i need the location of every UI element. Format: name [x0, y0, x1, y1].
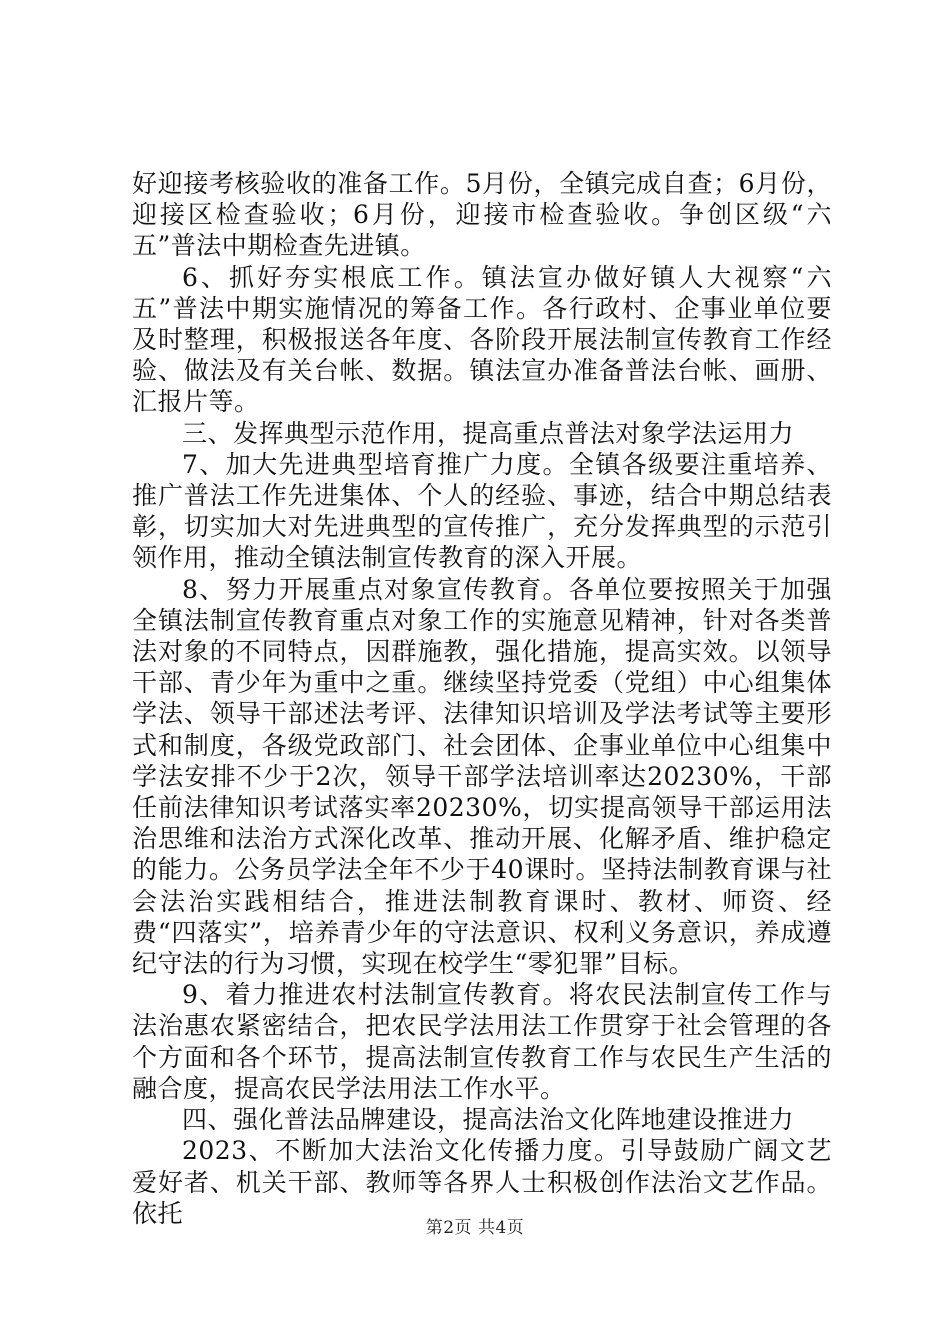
section-heading-3: 三、发挥典型示范作用，提高重点普法对象学法运用力	[182, 418, 795, 448]
paragraph-item-10: 2023、不断加大法治文化传播力度。引导鼓励广阔文艺爱好者、机关干部、教师等各界人士积极创作法治文艺作品。依托	[132, 1136, 832, 1228]
paragraph-item-6: 6、抓好夯实根底工作。镇法宣办做好镇人大视察“六五”普法中期实施情况的筹备工作。各行政村、企事业单位要及时整理，积极报送各年度、各阶段开展法制宣传教育工作经验、做法及有关台帐、数据。镇法宣办准备普法台帐、画册、汇报片等。	[132, 262, 832, 417]
paragraph-item-9: 9、着力推进农村法制宣传教育。将农民法制宣传工作与法治惠农紧密结合，把农民学法用法工作贯穿于社会管理的各个方面和各个环节，提高法制宣传教育工作与农民生产生活的融合度，提高农民学法用法工作水平。	[132, 980, 832, 1103]
section-heading-4: 四、强化普法品牌建设，提高法治文化阵地建设推进力	[182, 1105, 795, 1135]
page-number-footer: 第2页 共4页	[425, 1218, 525, 1238]
paragraph-continued: 好迎接考核验收的准备工作。5月份，全镇完成自查；6月份，迎接区检查验收；6月份，迎接市检查验收。争创区级“六五”普法中期检查先进镇。	[132, 169, 832, 261]
document-body	[132, 168, 832, 1229]
paragraph-item-8: 8、努力开展重点对象宣传教育。各单位要按照关于加强全镇法制宣传教育重点对象工作的实施意见精神，针对各类普法对象的不同特点，因群施教，强化措施，提高实效。以领导干部、青少年为重中之重。继续坚持党委（党组）中心组集体学法、领导干部述法考评、法律知识培训及学法考试等主要形式和制度，各级党政部门、社会团体、企事业单位中心组集中学法安排不少于2次，领导干部学法培训率达20230%，干部任前法律知识考试落实率20230%，切实提高领导干部运用法治思维和法治方式深化改革、推动开展、化解矛盾、维护稳定的能力。公务员学法全年不少于40课时。坚持法制教育课与社会法治实践相结合，推进法制教育课时、教材、师资、经费“四落实”，培养青少年的守法意识、权利义务意识，养成遵纪守法的行为习惯，实现在校学生“零犯罪”目标。	[132, 574, 832, 979]
paragraph-item-7: 7、加大先进典型培育推广力度。全镇各级要注重培养、推广普法工作先进集体、个人的经验、事迹，结合中期总结表彰，切实加大对先进典型的宣传推广，充分发挥典型的示范引领作用，推动全镇法制宣传教育的深入开展。	[132, 449, 832, 573]
